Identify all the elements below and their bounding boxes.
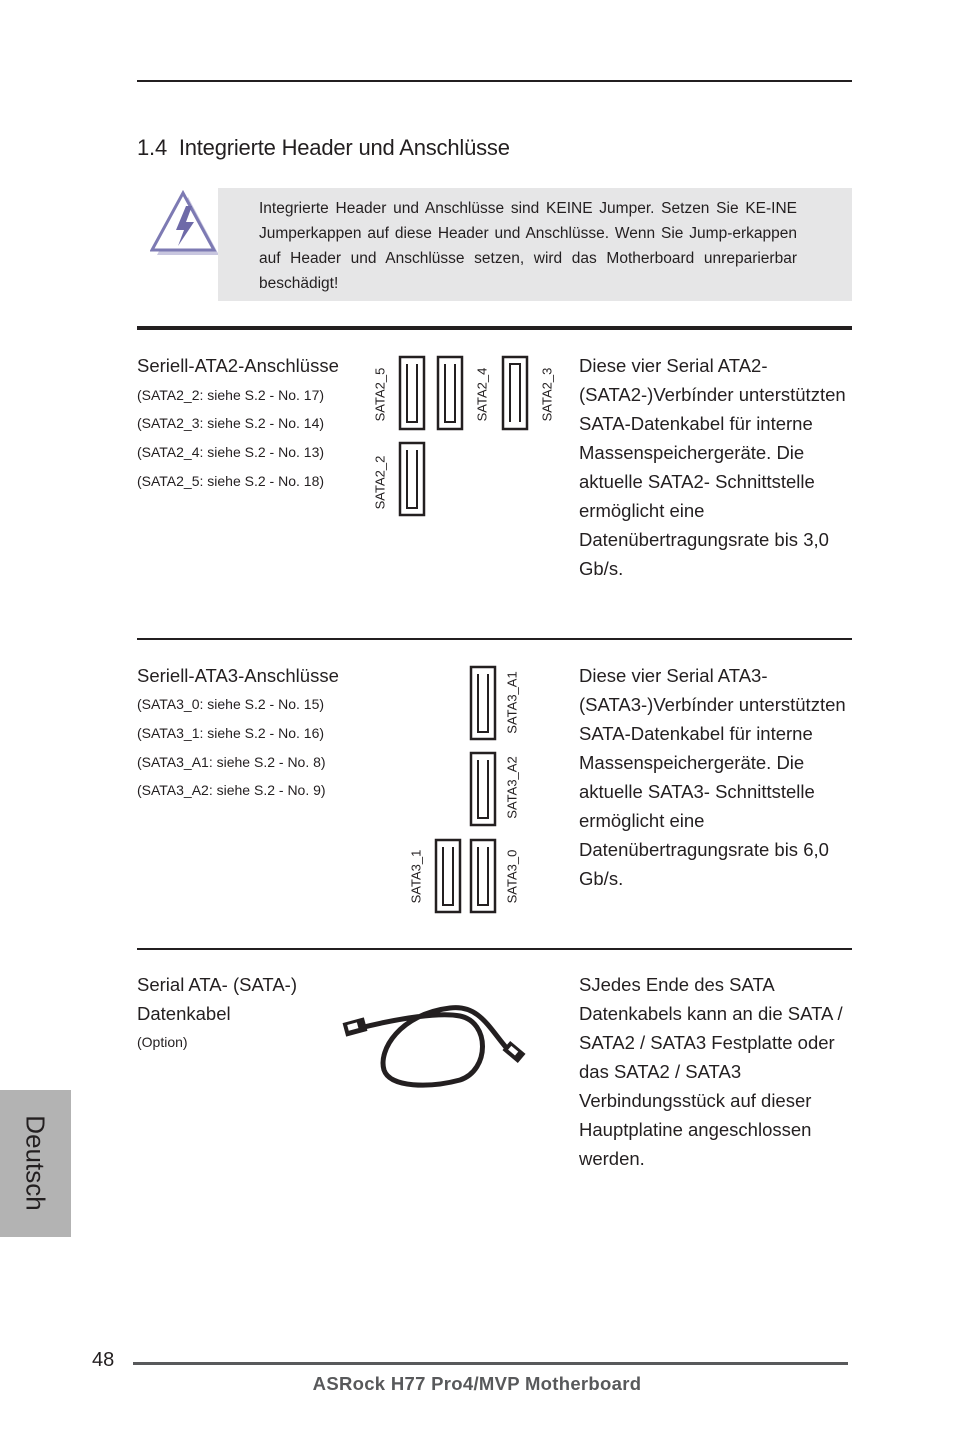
sata3-a2-label: SATA3_A2 — [504, 756, 520, 819]
sata3-0-label: SATA3_0 — [504, 849, 520, 904]
sata3-ref-3: (SATA3_A1: siehe S.2 - No. 8) — [137, 754, 326, 770]
sata2-ref-3: (SATA2_4: siehe S.2 - No. 13) — [137, 444, 325, 460]
warning-text: Integrierte Header und Anschlüsse sind KEINE Jumper. Setzen Sie KE-INE Jumperkappen auf diese Header und Anschlüsse. Wenn Sie Jump-erkappen auf Header und Anschlüsse setzen, wird das Motherboard unreparierbar beschädigt! — [259, 200, 797, 292]
sata2-ref-2: (SATA2_3: siehe S.2 - No. 14) — [137, 415, 325, 431]
sata2-5-connector — [399, 356, 425, 430]
sata2-2-label: SATA2_2 — [372, 455, 388, 510]
section-divider-thick — [137, 326, 852, 330]
cable-heading-line1: Serial ATA- (SATA-) — [137, 974, 298, 995]
sata-cable-image — [340, 1000, 530, 1090]
sata2-4-label: SATA2_4 — [474, 367, 490, 422]
section-number: 1.4 — [137, 135, 167, 160]
sata3-a1-connector — [470, 666, 496, 740]
section-title — [137, 135, 510, 161]
footer-rule — [133, 1362, 848, 1365]
sata3-0-connector — [470, 839, 496, 913]
sata3-description: Diese vier Serial ATA3- (SATA3-)Verbínder unterstützten SATA-Datenkabel für interne Massenspeichergeräte. Die aktuelle SATA3- Schnittstelle ermöglicht eine Datenübertragungsrate bis 6,0 Gb/s. — [579, 665, 846, 889]
language-side-tab — [0, 1090, 71, 1237]
sata2-5-label: SATA2_5 — [372, 367, 388, 422]
section-divider-2 — [137, 948, 852, 950]
sata3-1-connector — [435, 839, 461, 913]
language-side-tab-label: Deutsch — [20, 1115, 51, 1211]
cable-description: SJedes Ende des SATA Datenkabels kann an die SATA / SATA2 / SATA3 Festplatte oder das SATA2 / SATA3 Verbindungsstück auf dieser Hauptplatine angeschlossen werden. — [579, 974, 843, 1169]
top-rule — [137, 80, 852, 82]
sata2-4-connector — [437, 356, 463, 430]
cable-option: (Option) — [137, 1034, 188, 1050]
sata2-ref-1: (SATA2_2: siehe S.2 - No. 17) — [137, 387, 325, 403]
sata3-ref-1: (SATA3_0: siehe S.2 - No. 15) — [137, 696, 325, 712]
sata2-ref-4: (SATA2_5: siehe S.2 - No. 18) — [137, 473, 325, 489]
sata3-a1-label: SATA3_A1 — [504, 671, 520, 734]
sata2-heading: Seriell-ATA2-Anschlüsse — [137, 355, 339, 376]
section-divider-1 — [137, 638, 852, 640]
sata3-ref-4: (SATA3_A2: siehe S.2 - No. 9) — [137, 782, 326, 798]
warning-icon — [150, 190, 220, 258]
sata3-a2-connector — [470, 752, 496, 826]
sata2-3-label: SATA2_3 — [539, 367, 555, 422]
sata3-heading: Seriell-ATA3-Anschlüsse — [137, 665, 339, 686]
sata2-3-connector — [502, 356, 528, 430]
section-title-text: Integrierte Header und Anschlüsse — [178, 135, 510, 160]
sata2-2-connector — [399, 442, 425, 516]
sata2-description: Diese vier Serial ATA2- (SATA2-)Verbínder unterstützten SATA-Datenkabel für interne Massenspeichergeräte. Die aktuelle SATA2- Schnittstelle ermöglicht eine Datenübertragungsrate bis 3,0 Gb/s. — [579, 355, 846, 579]
cable-heading-line2: Datenkabel — [137, 1003, 231, 1024]
page-number: 48 — [92, 1349, 115, 1371]
footer-title: ASRock H77 Pro4/MVP Motherboard — [312, 1373, 642, 1394]
sata3-1-label: SATA3_1 — [408, 849, 424, 904]
sata3-ref-2: (SATA3_1: siehe S.2 - No. 16) — [137, 725, 325, 741]
warning-note — [218, 188, 852, 301]
